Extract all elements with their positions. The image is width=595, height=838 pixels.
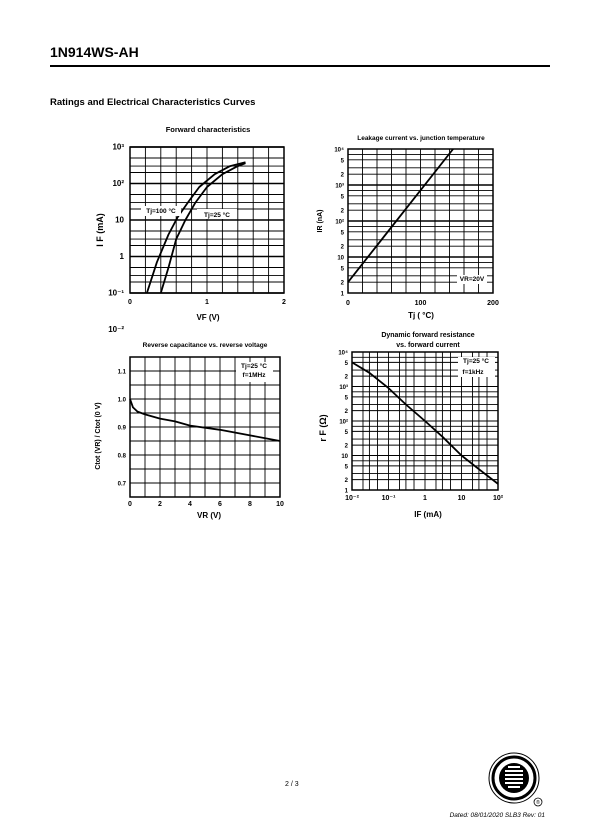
x-tick-label: 100 [414,300,427,307]
y-tick-label: 10⁻² [108,325,124,334]
y-tick-label: 5 [340,266,344,273]
x-tick-label: 10 [276,501,284,508]
x-axis-label: VR (V) [197,511,221,520]
y-tick-label: 5 [344,464,348,471]
y-axis-label: IR (nA) [317,209,324,233]
y-tick-label: 10² [112,179,124,188]
x-tick-label: 10² [492,495,504,502]
y-tick-label: 10 [341,454,348,460]
y-tick-label: 10 [337,255,344,262]
y-tick-label: 2 [340,172,344,179]
annotation-tj25: Tj=25 °C [241,363,267,370]
y-tick-label: 10 [115,215,124,225]
company-seal-icon [488,752,544,808]
annotation-freq: f=1kHz [462,369,484,376]
y-tick-label: 2 [344,443,348,450]
x-tick-label: 0 [346,300,350,307]
chart-title-line: Dynamic forward resistance [381,332,475,339]
x-tick-label: 10 [457,495,466,502]
y-axis-label: Ctot (VR) / Ctot (0 V) [95,402,102,470]
x-tick-label: 8 [248,501,252,508]
y-tick-label: 10⁻¹ [108,288,124,298]
y-axis-label: r F (Ω) [318,414,328,442]
series-line-1 [147,162,246,293]
annotation-tj25: Tj=25 °C [463,358,489,365]
dated-text: Dated: 08/01/2020 SLB3 Rev: 01 [449,812,545,819]
x-axis-label: Tj ( °C) [408,311,434,320]
x-tick-label: 0 [128,299,132,306]
x-tick-label: 10⁻¹ [381,495,396,502]
y-tick-label: 0.7 [117,481,126,488]
x-axis-label: VF (V) [196,313,220,322]
y-tick-label: 2 [344,409,348,416]
y-tick-label: 10³ [112,142,124,152]
y-tick-label: 10³ [335,183,344,190]
y-tick-label: 5 [344,360,348,367]
y-tick-label: 2 [344,478,348,485]
chart-title: Reverse capacitance vs. reverse voltage [142,342,268,349]
y-tick-label: 5 [344,395,348,402]
x-tick-label: 2 [282,299,286,306]
x-tick-label: 0 [128,501,132,508]
y-tick-label: 5 [344,429,348,436]
x-tick-label: 4 [188,501,192,508]
chart-title-line: vs. forward current [396,342,460,349]
y-tick-label: 1.0 [117,397,126,404]
y-tick-label: 2 [340,208,344,215]
x-tick-label: 6 [218,501,222,508]
y-tick-label: 2 [344,374,348,381]
x-tick-label: 2 [158,501,162,508]
chart-title: Leakage current vs. junction temperature [357,135,485,142]
x-tick-label: 200 [487,300,499,307]
y-tick-label: 5 [340,194,344,201]
y-tick-label: 10² [339,419,348,426]
y-tick-label: 2 [340,244,344,251]
y-axis-label: I F (mA) [95,213,105,247]
y-tick-label: 2 [340,280,344,287]
x-axis-label: IF (mA) [414,510,442,519]
y-tick-label: 1.1 [117,369,126,376]
y-tick-label: 5 [340,230,344,237]
registered-mark: ® [536,800,540,806]
y-tick-label: 10⁴ [338,350,348,357]
y-tick-label: 1 [119,252,124,261]
annotation-tj25: Tj=25 °C [204,212,230,219]
y-tick-label: 10³ [339,385,348,391]
page-number: 2 / 3 [285,781,299,788]
x-tick-label: 1 [205,299,209,306]
y-tick-label: 5 [340,158,344,165]
chart-title: Forward characteristics [165,125,251,134]
section-title: Ratings and Electrical Characteristics Curves [50,97,256,108]
y-tick-label: 1 [344,488,348,495]
x-tick-label: 1 [423,495,427,502]
annotation-tj100: Tj=100 °C [146,208,176,215]
document-title: 1N914WS-AH [50,44,139,60]
y-tick-label: 10² [335,219,344,226]
y-tick-label: 1 [340,291,344,298]
chart-title [381,332,474,349]
y-tick-label: 0.8 [117,453,126,460]
annotation-vr: VR=20V [459,276,485,283]
y-tick-label: 0.9 [117,425,126,432]
y-tick-label: 10⁴ [334,147,344,154]
annotation-freq: f=1MHz [242,372,266,379]
x-tick-label: 10⁻² [345,495,359,502]
